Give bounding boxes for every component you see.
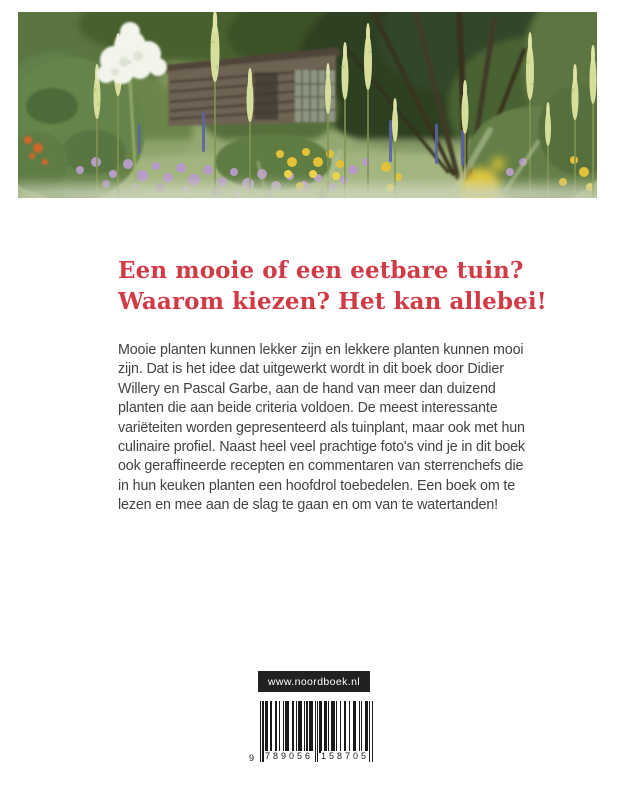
body-line: planten die aan beide criteria voldoen. De meest interessante: [118, 400, 498, 417]
body-line: ook geraffineerde recepten en commentaren van sterrenchefs die: [118, 458, 524, 475]
cover-body-text: [118, 341, 548, 516]
publisher-website-box: [258, 671, 370, 692]
barcode-digits-group1: 789056: [265, 751, 314, 761]
body-line: zijn. Dat is het idee dat uitgewerkt wordt in dit boek door Didier: [118, 361, 504, 378]
barcode-digit-lead: 9: [249, 753, 255, 763]
heading-line-1: Een mooie of een eetbare tuin?: [118, 257, 524, 284]
heading-line-2: Waarom kiezen? Het kan allebei!: [118, 288, 547, 315]
publisher-website-label: www.noordboek.nl: [267, 675, 361, 688]
garden-photo: [18, 12, 597, 198]
barcode-digits-group2: 158705: [321, 751, 370, 761]
isbn-barcode: [249, 701, 374, 775]
body-line: Willery en Pascal Garbe, aan de hand van meer dan duizend: [118, 380, 496, 397]
body-line: lezen en mee aan de slag te gaan en om van te watertanden!: [118, 497, 498, 514]
body-line: Mooie planten kunnen lekker zijn en lekkere planten kunnen mooi: [118, 342, 524, 358]
cover-heading: [118, 255, 548, 317]
body-line: variëteiten worden gepresenteerd als tuinplant, maar ook met hun: [118, 419, 525, 436]
body-line: in hun keuken planten een hoofdrol toebedelen. Een boek om te: [118, 477, 516, 494]
body-line: culinaire profiel. Naast heel veel prachtige foto's vind je in dit boek: [118, 439, 525, 456]
